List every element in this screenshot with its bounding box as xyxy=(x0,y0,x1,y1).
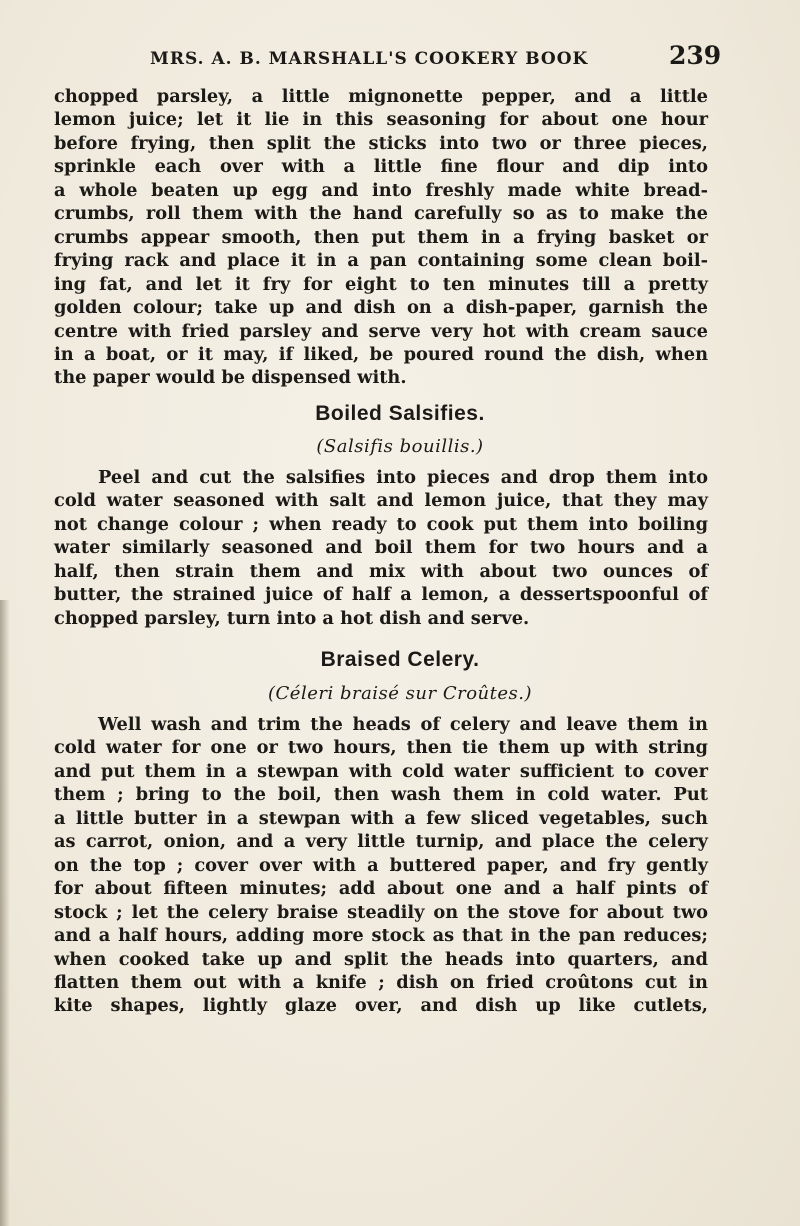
text-line: the paper would be dispensed with. xyxy=(54,367,407,389)
braised-celery-french-title: (Céleri braisé sur Croûtes.) xyxy=(268,683,532,704)
text-line: cold water for one or two hours, then tie them up with string xyxy=(54,737,708,759)
text-line: chopped parsley, turn into a hot dish and serve. xyxy=(54,607,530,629)
text-line: them ; bring to the boil, then wash them in cold water. Put xyxy=(54,784,708,806)
intro-paragraph xyxy=(54,85,708,390)
text-line: in a boat, or it may, if liked, be poured round the dish, when xyxy=(54,343,708,365)
text-line: kite shapes, lightly glaze over, and dish up like cutlets, xyxy=(54,995,708,1017)
text-line: lemon juice; let it lie in this seasoning for about one hour xyxy=(54,109,708,131)
boiled-salsifies-french-title: (Salsifis bouillis.) xyxy=(316,436,484,457)
text-line: crumbs appear smooth, then put them in a frying basket or xyxy=(54,226,708,248)
boiled-salsifies-paragraph xyxy=(54,466,708,630)
text-line: golden colour; take up and dish on a dish-paper, garnish the xyxy=(54,297,708,319)
text-line: not change colour ; when ready to cook put them into boiling xyxy=(54,513,708,535)
text-line: flatten them out with a knife ; dish on fried croûtons cut in xyxy=(54,971,708,993)
text-line: Well wash and trim the heads of celery and leave them in xyxy=(98,714,708,735)
text-line: on the top ; cover over with a buttered paper, and fry gently xyxy=(54,854,708,876)
page-number: 239 xyxy=(669,41,722,70)
text-line: ing fat, and let it fry for eight to ten minutes till a pretty xyxy=(54,273,708,295)
braised-celery-paragraph xyxy=(54,713,708,1018)
text-line: cold water seasoned with salt and lemon juice, that they may xyxy=(54,490,708,512)
running-head: MRS. A. B. MARSHALL'S COOKERY BOOK xyxy=(150,49,589,69)
text-line: chopped parsley, a little mignonette pepper, and a little xyxy=(54,86,708,107)
text-line: for about fifteen minutes; add about one and a half pints of xyxy=(54,878,708,900)
text-line: a little butter in a stewpan with a few sliced vegetables, such xyxy=(54,807,708,829)
boiled-salsifies-title: Boiled Salsifies. xyxy=(315,402,485,425)
text-line: frying rack and place it in a pan containing some clean boil- xyxy=(54,250,708,272)
text-line: and a half hours, adding more stock as that in the pan reduces; xyxy=(54,925,708,947)
text-line: centre with fried parsley and serve very hot with cream sauce xyxy=(54,320,708,342)
text-line: before frying, then split the sticks into two or three pieces, xyxy=(54,132,708,154)
text-line: and put them in a stewpan with cold water sufficient to cover xyxy=(54,760,708,782)
text-line: butter, the strained juice of half a lemon, a dessertspoonful of xyxy=(54,584,708,606)
braised-celery-title: Braised Celery. xyxy=(320,648,480,671)
text-line: when cooked take up and split the heads into quarters, and xyxy=(54,948,708,970)
text-line: water similarly seasoned and boil them for two hours and a xyxy=(54,537,708,559)
text-line: stock ; let the celery braise steadily on the stove for about two xyxy=(54,901,708,923)
text-line: a whole beaten up egg and into freshly made white bread- xyxy=(54,179,708,201)
text-line: crumbs, roll them with the hand carefully so as to make the xyxy=(54,203,708,225)
page-header xyxy=(150,39,750,79)
text-line: sprinkle each over with a little fine flour and dip into xyxy=(54,156,708,178)
text-line: Peel and cut the salsifies into pieces and drop them into xyxy=(98,467,708,488)
text-line: half, then strain them and mix with about two ounces of xyxy=(54,560,708,582)
text-line: as carrot, onion, and a very little turnip, and place the celery xyxy=(54,831,708,853)
